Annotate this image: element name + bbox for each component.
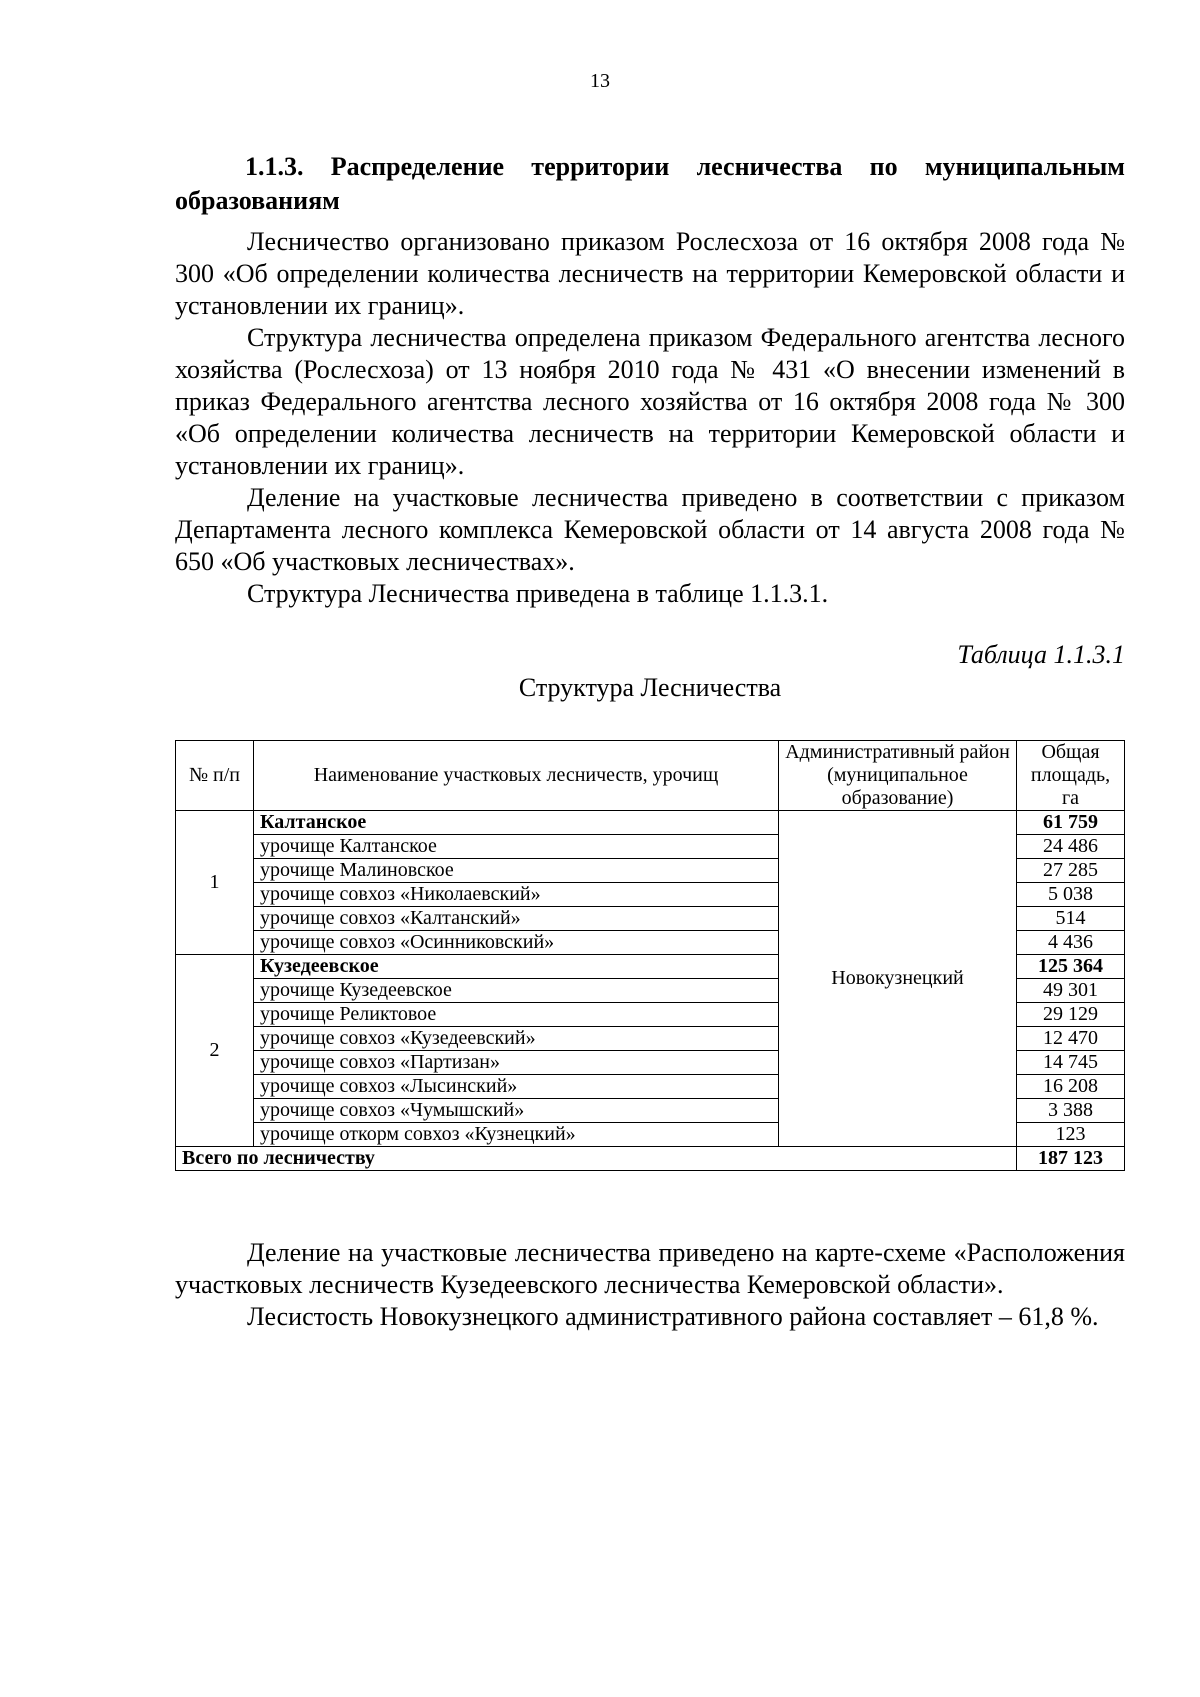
closing-text — [175, 1237, 1125, 1333]
row-area: 49 301 — [1017, 979, 1125, 1003]
row-area: 123 — [1017, 1123, 1125, 1147]
paragraph-established: Лесничество организовано приказом Рослесхоза от 16 октября 2008 года № 300 «Об определении количества лесничеств на территории Кемеровской области и установлении их границ». — [175, 227, 1125, 320]
row-area: 29 129 — [1017, 1003, 1125, 1027]
header-num: № п/п — [176, 741, 254, 811]
row-name: урочище совхоз «Партизан» — [254, 1051, 779, 1075]
table-row — [176, 811, 1125, 835]
row-name: урочище совхоз «Лысинский» — [254, 1075, 779, 1099]
table-title: Структура Лесничества — [518, 673, 782, 702]
row-name: урочище совхоз «Чумышский» — [254, 1099, 779, 1123]
total-area: 187 123 — [1017, 1147, 1125, 1171]
header-admin: Административный район (муниципальное образование) — [779, 741, 1017, 811]
paragraph-structure: Структура лесничества определена приказом Федерального агентства лесного хозяйства (Рослесхоза) от 13 ноября 2010 года № 431 «О внесении изменений в приказ Федерального агентства лесного хозяйства от 16 октября 2008 года № 300 «Об определении количества лесничеств на территории Кемеровской области и установлении их границ». — [175, 323, 1125, 480]
row-area: 16 208 — [1017, 1075, 1125, 1099]
intro-text — [175, 226, 1125, 610]
group-number: 2 — [176, 955, 254, 1147]
row-name: урочище совхоз «Калтанский» — [254, 907, 779, 931]
total-label: Всего по лесничеству — [176, 1147, 1017, 1171]
row-name: урочище откорм совхоз «Кузнецкий» — [254, 1123, 779, 1147]
row-area: 24 486 — [1017, 835, 1125, 859]
section-heading-line1: 1.1.3. Распределение территории лесничества по муниципальным — [245, 152, 1125, 181]
row-area: 3 388 — [1017, 1099, 1125, 1123]
row-area: 125 364 — [1017, 955, 1125, 979]
row-area: 61 759 — [1017, 811, 1125, 835]
header-area: Общая площадь, га — [1017, 741, 1125, 811]
paragraph-map-reference: Деление на участковые лесничества приведено на карте-схеме «Расположения участковых лесничеств Кузедеевского лесничества Кемеровской области». — [175, 1238, 1125, 1299]
row-name: урочище Калтанское — [254, 835, 779, 859]
admin-district: Новокузнецкий — [779, 811, 1017, 1147]
row-area: 14 745 — [1017, 1051, 1125, 1075]
page-number: 13 — [590, 70, 610, 92]
paragraph-division: Деление на участковые лесничества приведено в соответствии с приказом Департамента лесного комплекса Кемеровской области от 14 августа 2008 года № 650 «Об участковых лесничествах». — [175, 483, 1125, 576]
row-name: урочище совхоз «Кузедеевский» — [254, 1027, 779, 1051]
row-name: урочище Кузедеевское — [254, 979, 779, 1003]
paragraph-forest-cover: Лесистость Новокузнецкого административного района составляет – 61,8 %. — [247, 1302, 1099, 1331]
row-area: 5 038 — [1017, 883, 1125, 907]
table-caption: Таблица 1.1.3.1 — [957, 640, 1125, 669]
section-heading-line2: образованиям — [175, 186, 340, 215]
row-name: урочище Малиновское — [254, 859, 779, 883]
forestry-structure-table — [175, 740, 1125, 1171]
row-area: 4 436 — [1017, 931, 1125, 955]
group-number: 1 — [176, 811, 254, 955]
table-total-row — [176, 1147, 1125, 1171]
row-name: Калтанское — [254, 811, 779, 835]
row-area: 12 470 — [1017, 1027, 1125, 1051]
table-header-row — [176, 741, 1125, 811]
section-heading — [175, 150, 1125, 218]
row-name: Кузедеевское — [254, 955, 779, 979]
row-name: урочище совхоз «Осинниковский» — [254, 931, 779, 955]
paragraph-table-ref: Структура Лесничества приведена в таблице 1.1.3.1. — [247, 579, 829, 608]
header-name: Наименование участковых лесничеств, урочищ — [254, 741, 779, 811]
row-area: 27 285 — [1017, 859, 1125, 883]
row-name: урочище совхоз «Николаевский» — [254, 883, 779, 907]
row-area: 514 — [1017, 907, 1125, 931]
row-name: урочище Реликтовое — [254, 1003, 779, 1027]
